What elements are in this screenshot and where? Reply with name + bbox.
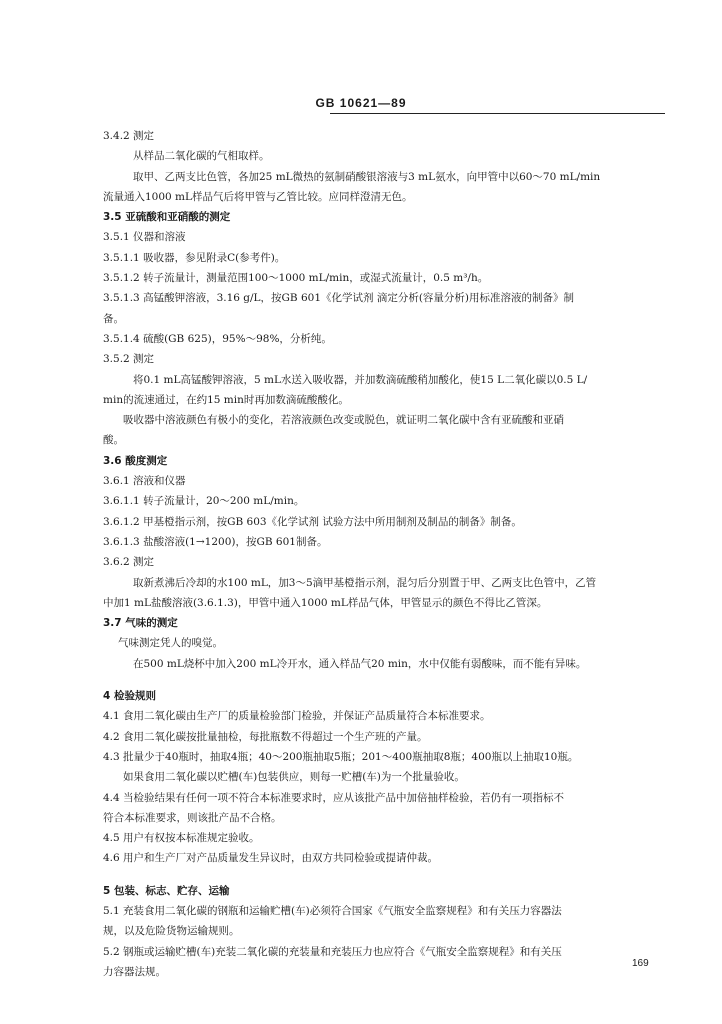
text-line: min的流速通过，在约15 min时再加数滴硫酸酸化。	[103, 393, 349, 406]
text-line: 规，以及危险货物运输规则。	[103, 925, 240, 938]
text-line: 3.5.1.3 高锰酸钾溶液，3.16 g/L，按GB 601《化学试剂 滴定分析(容量分析)用标准溶液的制备》制	[103, 292, 575, 305]
text-line: 将0.1 mL高锰酸钾溶液，5 mL水送入吸收器，并加数滴硫酸稍加酸化，使15 L二氧化碳以0.5 L/	[133, 373, 588, 386]
text-line: 3.6.1.2 甲基橙指示剂，按GB 603《化学试剂 试验方法中所用制剂及制品的制备》制备。	[103, 515, 522, 528]
section-heading: 5 包装、标志、贮存、运输	[103, 884, 230, 897]
section-heading: 3.5 亚硫酸和亚硝酸的测定	[103, 211, 231, 224]
text-line: 3.5.1 仪器和溶液	[103, 231, 186, 244]
text-line: 3.5.1.2 转子流量计，测量范围100～1000 mL/min，或湿式流量计，0.5 m³/h。	[103, 272, 489, 285]
text-line: 4.3 批量少于40瓶时，抽取4瓶；40～200瓶抽取5瓶；201～400瓶抽取8瓶；400瓶以上抽取10瓶。	[103, 750, 579, 763]
spacer	[103, 674, 668, 686]
text-line: 5.2 钢瓶或运输贮槽(车)充装二氧化碳的充装量和充装压力也应符合《气瓶安全监察规程》和有关压	[103, 945, 562, 958]
text-line: 3.6.1 溶液和仪器	[103, 475, 186, 488]
spacer	[103, 869, 668, 881]
text-line: 吸收器中溶液颜色有极小的变化，若溶液颜色改变或脱色，就证明二氧化碳中含有亚硫酸和亚硝	[123, 414, 564, 427]
section-heading: 3.6 酸度测定	[103, 454, 168, 467]
text-line: 在500 mL烧杯中加入200 mL冷开水，通入样品气20 min，水中仅能有弱酸味，而不能有异味。	[133, 657, 587, 670]
text-line: 3.6.1.3 盐酸溶液(1→1200)，按GB 601制备。	[103, 535, 328, 548]
text-line: 3.5.1.4 硫酸(GB 625)，95%～98%，分析纯。	[103, 332, 332, 345]
text-line: 4.2 食用二氧化碳按批量抽检，每批瓶数不得超过一个生产班的产量。	[103, 730, 428, 743]
text-line: 流量通入1000 mL样品气后将甲管与乙管比较。应同样澄清无色。	[103, 190, 413, 203]
text-line: 4.5 用户有权按本标准规定验收。	[103, 832, 260, 845]
document-body	[103, 126, 668, 982]
text-line: 3.4.2 测定	[103, 130, 155, 142]
text-line: 备。	[103, 312, 124, 325]
section-heading: 3.7 气味的测定	[103, 617, 178, 630]
header-rule	[330, 113, 665, 114]
text-line: 气味测定凭人的嗅觉。	[118, 637, 223, 650]
text-line: 5.1 充装食用二氧化碳的钢瓶和运输贮槽(车)必须符合国家《气瓶安全监察规程》和有关压力容器法	[103, 904, 562, 917]
text-line: 取新煮沸后冷却的水100 mL，加3～5滴甲基橙指示剂，混匀后分别置于甲、乙两支比色管中，乙管	[133, 576, 597, 589]
text-line: 3.5.2 测定	[103, 353, 155, 366]
text-line: 3.6.1.1 转子流量计，20～200 mL/min。	[103, 495, 305, 508]
text-line: 力容器法规。	[103, 965, 166, 978]
page-number: 169	[632, 958, 649, 969]
section-heading: 4 检验规则	[103, 690, 156, 703]
text-line: 4.4 当检验结果有任何一项不符合本标准要求时，应从该批产品中加倍抽样检验，若仍有一项指标不	[103, 791, 565, 804]
text-line: 4.6 用户和生产厂对产品质量发生异议时，由双方共同检验或提请仲裁。	[103, 852, 439, 865]
text-line: 3.5.1.1 吸收器，参见附录C(参考件)。	[103, 251, 286, 264]
text-line: 3.6.2 测定	[103, 556, 155, 569]
text-line: 4.1 食用二氧化碳由生产厂的质量检验部门检验，并保证产品质量符合本标准要求。	[103, 710, 491, 723]
text-line: 酸。	[103, 434, 124, 447]
standard-header: GB 10621—89	[315, 96, 407, 110]
text-line: 从样品二氧化碳的气相取样。	[133, 150, 270, 163]
text-line: 取甲、乙两支比色管，各加25 mL微热的氨制硝酸银溶液与3 mL氨水，向甲管中以60～70 mL/min	[133, 170, 601, 183]
text-line: 中加1 mL盐酸溶液(3.6.1.3)，甲管中通入1000 mL样品气体，甲管显示的颜色不得比乙管深。	[103, 596, 548, 609]
text-line: 如果食用二氧化碳以贮槽(车)包装供应，则每一贮槽(车)为一个批量验收。	[123, 771, 465, 784]
text-line: 符合本标准要求，则该批产品不合格。	[103, 811, 282, 824]
